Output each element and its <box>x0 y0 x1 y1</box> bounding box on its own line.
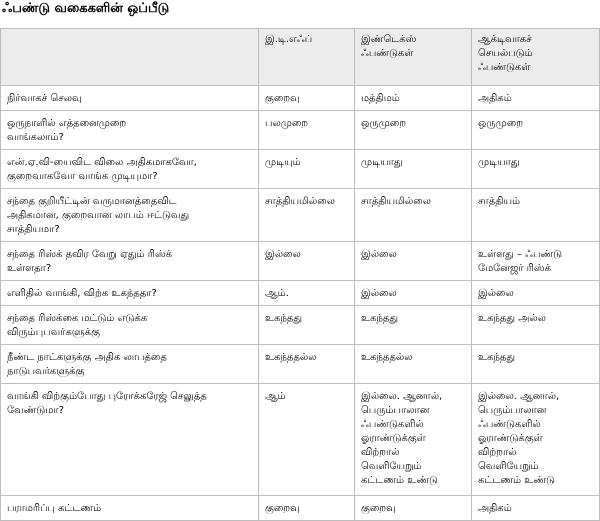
row-criterion: நிர்வாகச் செலவு <box>1 86 259 111</box>
cell-etf: உகந்தது <box>259 306 355 345</box>
row-criterion: சந்தை குறியீட்டின் வருமானத்தைவிட அதிகமான, குறைவான லாபம் ஈட்டுவது சாத்தியமா? <box>1 189 259 242</box>
cell-index-funds: உகந்தது <box>355 306 472 345</box>
row-criterion: நீண்ட நாட்களுக்கு அதிக லாபத்தை நாடுபவர்களுக்கு <box>1 345 259 384</box>
row-criterion: பராமரிப்பு கட்டணம் <box>1 496 259 521</box>
table-row <box>1 281 600 306</box>
cell-etf: முடியும் <box>259 150 355 189</box>
cell-active-funds: இல்லை <box>472 281 600 306</box>
cell-active-funds: உள்ளது – ஃபண்டு மேனேஜர் ரிஸ்க் <box>472 242 600 281</box>
cell-etf: ஆம் <box>259 384 355 496</box>
cell-index-funds: இல்லை. ஆனால், பெரும்பாலான ஃபண்டுகளில் ஓராண்டுக்குள் விற்றால் வெளியேறும் கட்டணம் உண்டு <box>355 384 472 496</box>
cell-active-funds: அதிகம் <box>472 86 600 111</box>
cell-etf: ஆம். <box>259 281 355 306</box>
table-row <box>1 345 600 384</box>
table-row <box>1 150 600 189</box>
cell-index-funds: முடியாது <box>355 150 472 189</box>
header-cell-etf: இ.டி.எஃப் <box>259 29 355 86</box>
table-row <box>1 306 600 345</box>
row-criterion: சந்தை ரிஸ்க்கை மட்டும் எடுக்க விரும்புபவர்களுக்கு <box>1 306 259 345</box>
header-cell-active-funds: ஆக்டிவாகச் செயல்படும் ஃபண்டுகள் <box>472 29 600 86</box>
cell-active-funds: உகந்தது <box>472 345 600 384</box>
table-row <box>1 86 600 111</box>
cell-index-funds: சாத்தியமில்லை <box>355 189 472 242</box>
row-criterion: சந்தை ரிஸ்க் தவிர வேறு ஏதும் ரிஸ்க் உள்ளதா? <box>1 242 259 281</box>
header-cell-index-funds: இண்டெக்ஸ் ஃபண்டுகள் <box>355 29 472 86</box>
cell-etf: இல்லை <box>259 242 355 281</box>
cell-index-funds: இல்லை <box>355 242 472 281</box>
cell-active-funds: சாத்தியம் <box>472 189 600 242</box>
table-header-row <box>1 29 600 86</box>
table-row <box>1 111 600 150</box>
cell-active-funds: முடியாது <box>472 150 600 189</box>
cell-index-funds: மத்திமம் <box>355 86 472 111</box>
cell-index-funds: உகந்ததல்ல <box>355 345 472 384</box>
table-row <box>1 189 600 242</box>
cell-active-funds: இல்லை. ஆனால், பெரும்பாலான ஃபண்டுகளில் ஓராண்டுக்குள் விற்றால் வெளியேறும் கட்டணம் உண்டு <box>472 384 600 496</box>
table-row <box>1 384 600 496</box>
header-cell-criteria <box>1 29 259 86</box>
cell-active-funds: அதிகம் <box>472 496 600 521</box>
row-criterion: ஒருநாளில் எத்தனைமுறை வாங்கலாம்? <box>1 111 259 150</box>
page-title: ஃபண்டு வகைகளின் ஒப்பீடு <box>2 1 170 16</box>
cell-etf: குறைவு <box>259 496 355 521</box>
cell-index-funds: குறைவு <box>355 496 472 521</box>
cell-index-funds: ஒருமுறை <box>355 111 472 150</box>
cell-etf: குறைவு <box>259 86 355 111</box>
row-criterion: எளிதில் வாங்கி, விற்க உகந்ததா? <box>1 281 259 306</box>
table-row <box>1 242 600 281</box>
cell-etf: பலமுறை <box>259 111 355 150</box>
comparison-table <box>0 28 600 521</box>
cell-active-funds: உகந்தது அல்ல <box>472 306 600 345</box>
row-criterion: வாங்கி விற்கும்போது புரோக்கரேஜ் செலுத்த வேண்டுமா? <box>1 384 259 496</box>
cell-active-funds: ஒருமுறை <box>472 111 600 150</box>
cell-etf: சாத்தியமில்லை <box>259 189 355 242</box>
cell-index-funds: இல்லை <box>355 281 472 306</box>
row-criterion: என்.ஏ.வி-யைவிட விலை அதிகமாகவோ, குறைவாகவோ வாங்க முடியுமா? <box>1 150 259 189</box>
cell-etf: உகந்ததல்ல <box>259 345 355 384</box>
table-row <box>1 496 600 521</box>
